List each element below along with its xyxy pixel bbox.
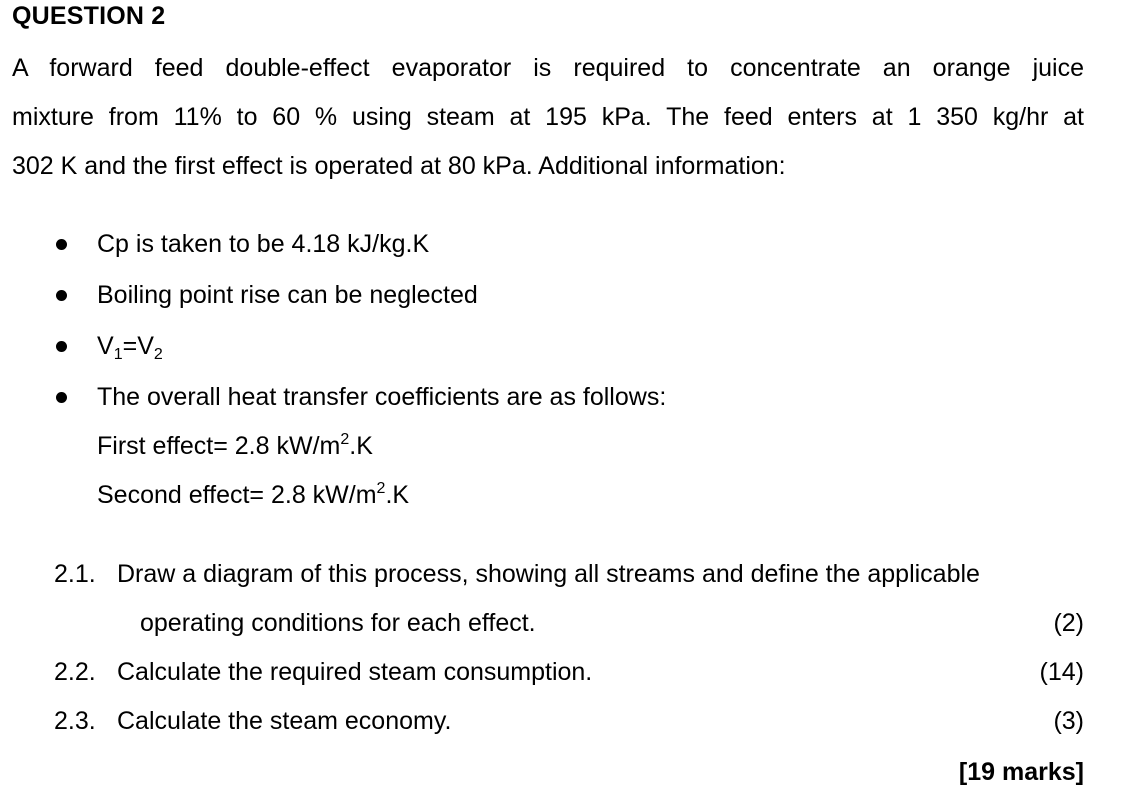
task-text: Calculate the steam economy. <box>117 707 452 735</box>
subscript: 1 <box>113 346 123 363</box>
task-number: 2.1. <box>54 560 96 588</box>
total-marks: [19 marks] <box>958 758 1084 786</box>
task-marks: (2) <box>1053 609 1084 637</box>
first-effect-coefficient <box>97 426 373 466</box>
task-text: Draw a diagram of this process, showing all streams and define the applicable <box>117 560 980 588</box>
bullet-overall-coefficients <box>0 377 1148 417</box>
intro-line: mixture from 11% to 60 % using steam at 195 kPa. The feed enters at 1 350 kg/hr at <box>12 103 1084 131</box>
coefficient-label: First effect= 2.8 kW/m <box>97 432 341 460</box>
coefficient-label: Second effect= 2.8 kW/m <box>97 481 377 509</box>
bullet-text: Cp is taken to be 4.18 kJ/kg.K <box>97 230 430 258</box>
intro-line: 302 K and the first effect is operated at 80 kPa. Additional information: <box>12 152 786 180</box>
task-marks: (3) <box>1053 707 1084 735</box>
bullet-text <box>97 326 163 366</box>
intro-line: A forward feed double-effect evaporator is required to concentrate an orange juice <box>12 54 1084 82</box>
task-text: Calculate the required steam consumption. <box>117 658 593 686</box>
second-effect-coefficient <box>97 475 409 515</box>
coefficient-unit: .K <box>349 432 373 460</box>
bullet-text: Boiling point rise can be neglected <box>97 281 478 309</box>
task-number: 2.2. <box>54 658 96 686</box>
task-number: 2.3. <box>54 707 96 735</box>
bullet-dot-icon <box>56 341 67 352</box>
bullet-text: The overall heat transfer coefficients are as follows: <box>97 383 667 411</box>
task-marks: (14) <box>1039 658 1084 686</box>
subscript: 2 <box>153 346 163 363</box>
bullet-vapor-equality <box>0 326 1148 366</box>
question-title: QUESTION 2 <box>12 2 166 30</box>
v-symbol: V <box>97 332 114 360</box>
task-item <box>0 699 1148 743</box>
equals-v: =V <box>122 332 154 360</box>
bullet-dot-icon <box>56 290 67 301</box>
bullet-bpr <box>0 275 1148 315</box>
task-item <box>0 552 1148 596</box>
task-item-continuation <box>0 601 1148 645</box>
task-item <box>0 650 1148 694</box>
bullet-dot-icon <box>56 392 67 403</box>
superscript: 2 <box>376 480 386 497</box>
bullet-dot-icon <box>56 239 67 250</box>
task-text: operating conditions for each effect. <box>140 609 536 637</box>
coefficient-unit: .K <box>385 481 410 509</box>
question-intro <box>12 44 1084 191</box>
superscript: 2 <box>340 431 350 448</box>
bullet-cp <box>0 224 1148 264</box>
